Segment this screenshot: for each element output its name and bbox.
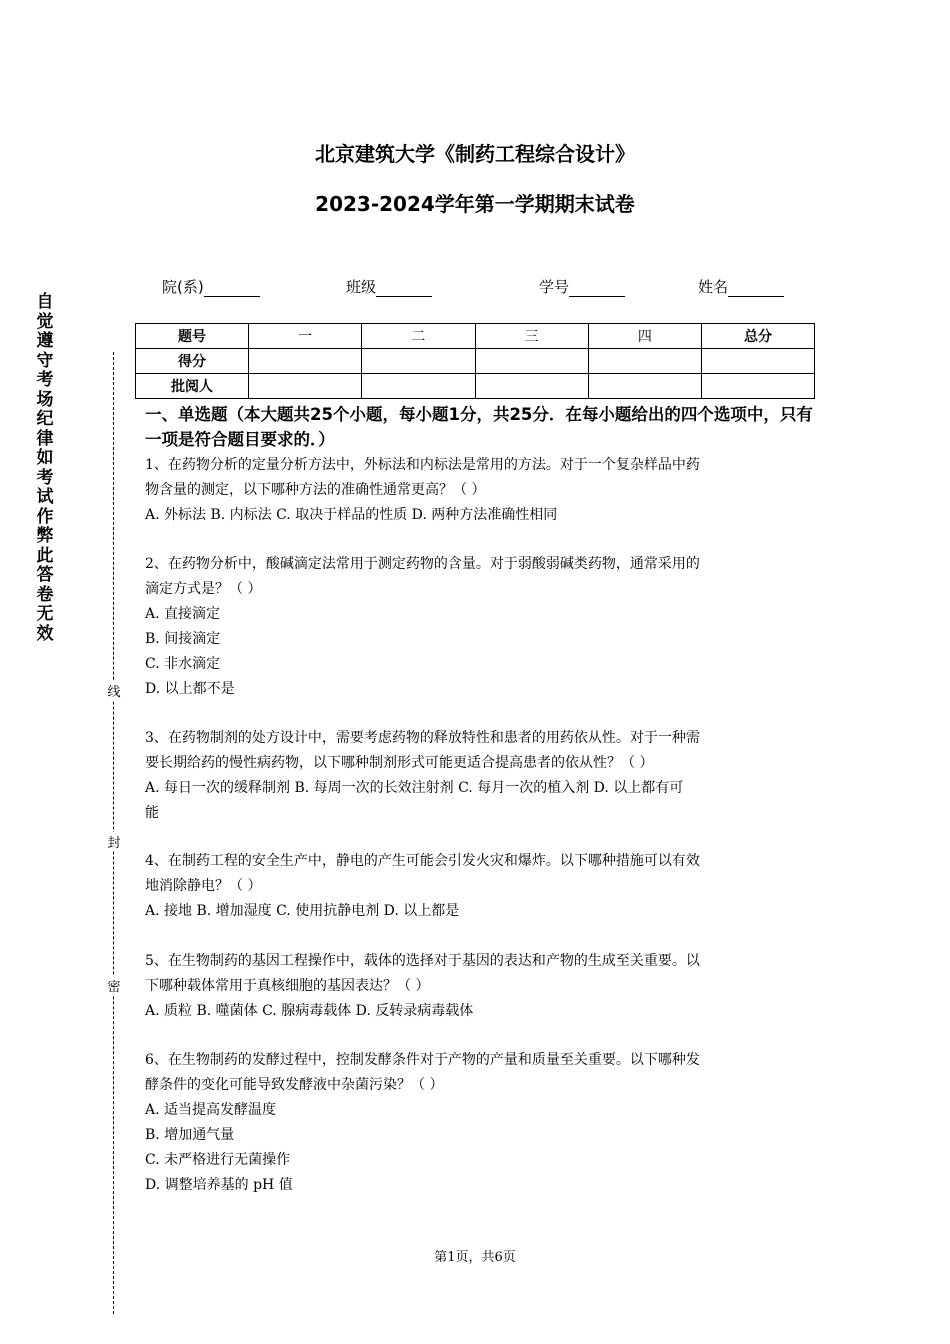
question-text: 要长期给药的慢性病药物，以下哪种制剂形式可能更适合提高患者的依从性？（ ） xyxy=(145,755,654,771)
exam-discipline-notice: 自觉遵守考场纪律如考试作弊此答卷无效 xyxy=(36,292,54,644)
question-text: 5、在生物制药的基因工程操作中，载体的选择对于基因的表达和产物的生成至关重要。以 xyxy=(145,953,700,969)
score-row xyxy=(136,349,815,374)
question-option: 能 xyxy=(145,805,159,821)
score-table xyxy=(135,323,815,399)
question-3 xyxy=(145,726,813,826)
name-blank xyxy=(728,282,784,297)
score-cell xyxy=(702,349,815,374)
reviewer-cell xyxy=(475,374,588,399)
question-1 xyxy=(145,453,813,528)
question-option: C. 未严格进行无菌操作 xyxy=(145,1152,291,1168)
score-row-label: 得分 xyxy=(136,349,249,374)
question-6 xyxy=(145,1048,813,1198)
question-text: 下哪种载体常用于真核细胞的基因表达？（ ） xyxy=(145,978,430,994)
question-text: 地消除静电？（ ） xyxy=(145,878,262,894)
class-field: 班级 xyxy=(346,276,432,297)
exam-title-line1: 北京建筑大学《制药工程综合设计》 xyxy=(315,142,635,166)
question-option: C. 非水滴定 xyxy=(145,656,221,672)
page-number: 第1页，共6页 xyxy=(434,1250,516,1265)
score-cell xyxy=(362,349,475,374)
seal-mark-seal: 封 xyxy=(106,832,122,851)
reviewer-cell xyxy=(249,374,362,399)
student-id-blank xyxy=(569,282,625,297)
score-col-header: 总分 xyxy=(702,324,815,349)
question-option: B. 间接滴定 xyxy=(145,631,221,647)
question-option: A. 质粒 B. 噬菌体 C. 腺病毒载体 D. 反转录病毒载体 xyxy=(145,1003,474,1019)
question-text: 酵条件的变化可能导致发酵液中杂菌污染？（ ） xyxy=(145,1077,444,1093)
question-option: A. 外标法 B. 内标法 C. 取决于样品的性质 D. 两种方法准确性相同 xyxy=(145,507,558,523)
question-text: 2、在药物分析中，酸碱滴定法常用于测定药物的含量。对于弱酸弱碱类药物，通常采用的 xyxy=(145,556,700,572)
score-cell xyxy=(249,349,362,374)
question-text: 物含量的测定，以下哪种方法的准确性通常更高？（ ） xyxy=(145,482,486,498)
question-5 xyxy=(145,949,813,1024)
question-option: D. 以上都不是 xyxy=(145,681,235,697)
question-text: 4、在制药工程的安全生产中，静电的产生可能会引发火灾和爆炸。以下哪种措施可以有效 xyxy=(145,853,700,869)
score-col-header: 三 xyxy=(475,324,588,349)
question-option: A. 直接滴定 xyxy=(145,606,221,622)
question-option: A. 每日一次的缓释制剂 B. 每周一次的长效注射剂 C. 每月一次的植入剂 D. 以上都有可 xyxy=(145,780,684,796)
question-2 xyxy=(145,552,813,702)
score-table-header-row xyxy=(136,324,815,349)
score-col-header: 二 xyxy=(362,324,475,349)
name-field: 姓名 xyxy=(698,276,784,297)
question-text: 6、在生物制药的发酵过程中，控制发酵条件对于产物的产量和质量至关重要。以下哪种发 xyxy=(145,1052,700,1068)
seal-mark-secret: 密 xyxy=(106,976,122,995)
class-blank xyxy=(376,282,432,297)
section-title: 一、单选题（本大题共25个小题，每小题1分，共25分．在每小题给出的四个选项中，只有一项是符合题目要求的．） xyxy=(145,405,813,449)
question-option: B. 增加通气量 xyxy=(145,1127,235,1143)
question-text: 1、在药物分析的定量分析方法中，外标法和内标法是常用的方法。对于一个复杂样品中药 xyxy=(145,457,700,473)
reviewer-cell xyxy=(362,374,475,399)
score-col-header: 一 xyxy=(249,324,362,349)
question-4 xyxy=(145,849,813,924)
question-text: 3、在药物制剂的处方设计中，需要考虑药物的释放特性和患者的用药依从性。对于一种需 xyxy=(145,730,700,746)
student-id-field: 学号 xyxy=(539,276,625,297)
department-field: 院(系) xyxy=(162,276,260,297)
question-option: D. 调整培养基的 pH 值 xyxy=(145,1177,293,1193)
score-cell xyxy=(588,349,701,374)
question-text: 滴定方式是？（ ） xyxy=(145,581,262,597)
score-cell xyxy=(475,349,588,374)
department-blank xyxy=(204,282,260,297)
seal-mark-line: 线 xyxy=(106,681,122,700)
question-option: A. 适当提高发酵温度 xyxy=(145,1102,277,1118)
question-option: A. 接地 B. 增加湿度 C. 使用抗静电剂 D. 以上都是 xyxy=(145,903,460,919)
reviewer-cell xyxy=(702,374,815,399)
score-col-header: 题号 xyxy=(136,324,249,349)
reviewer-row-label: 批阅人 xyxy=(136,374,249,399)
reviewer-row xyxy=(136,374,815,399)
score-col-header: 四 xyxy=(588,324,701,349)
exam-title-line2: 2023-2024学年第一学期期末试卷 xyxy=(315,192,635,216)
reviewer-cell xyxy=(588,374,701,399)
